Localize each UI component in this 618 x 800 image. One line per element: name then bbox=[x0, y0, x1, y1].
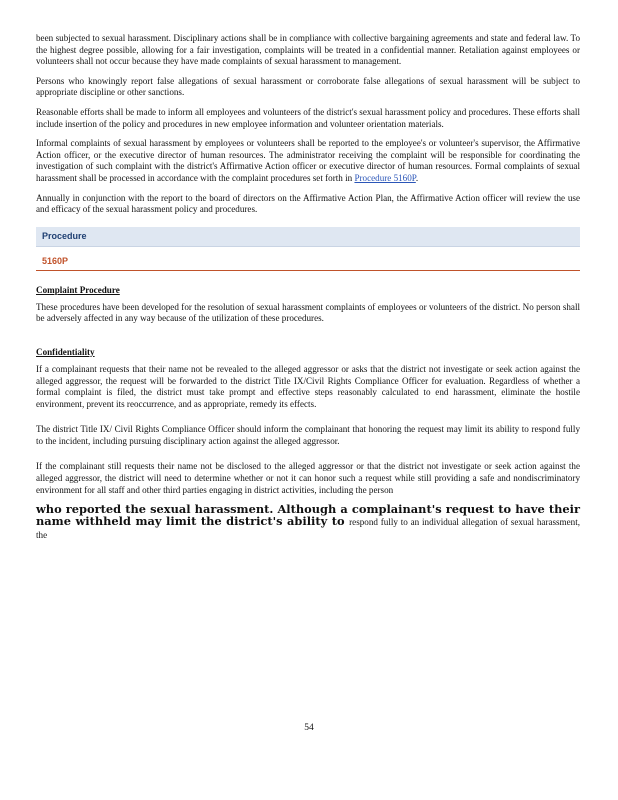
paragraph-false-allegations: Persons who knowingly report false allegations of sexual harassment or corroborate false allegations of sexual harassment will be subject to appropriate discipline or other sanctions. bbox=[36, 75, 580, 98]
policy-number-bar bbox=[36, 253, 580, 271]
paragraph-still-requests: If the complainant still requests their name not be disclosed to the alleged aggressor or that the district not investigate or seek action against the alleged aggressor, the district will need to determine whether or not it can honor such a request while still providing a safe and nondiscriminatory environment for all staff and other third parties engaging in district activities, including the person bbox=[36, 461, 580, 495]
large-text-span: who reported the sexual harassment. Although a complainant's request to have their name withheld may limit the district's ability to bbox=[36, 502, 580, 529]
informal-complaints-end: . bbox=[415, 172, 419, 183]
page-content bbox=[36, 33, 580, 549]
informal-complaints-text: Informal complaints of sexual harassment by employees or volunteers shall be reported to the employee's or volunteer's supervisor, the Affirmative Action officer, or the executive director of human resources. The administrator receiving the complaint will be responsible for coordinating the investigation of such complaint with the district's Affirmative Action officer or executive director of human resources. Formal complaints of sexual harassment shall be processed in accordance with the complaint procedures set forth in bbox=[36, 138, 580, 183]
paragraph-complaint-procedure: These procedures have been developed for the resolution of sexual harassment complaints of employees or volunteers of the district. No person shall be adversely affected in any way because of the utilization of these procedures. bbox=[36, 301, 580, 324]
small-text-tail: respond fully to an individual allegation of sexual harassment, the bbox=[36, 517, 581, 541]
paragraph-inform-complainant: The district Title IX/ Civil Rights Compliance Officer should inform the complainant that honoring the request may limit its ability to respond fully to the incident, including pursuing disciplinary action against the alleged aggressor. bbox=[36, 424, 580, 446]
complaint-procedure-heading: Complaint Procedure bbox=[36, 284, 120, 295]
paragraph-disciplinary: been subjected to sexual harassment. Disciplinary actions shall be in compliance with collective bargaining agreements and state and federal law. To the highest degree possible, allowing for a fair investigation, complaints will be treated in a confidential manner. Retaliation against employees or volunteers shall not occur because they have made complaints of sexual harassment to management. bbox=[36, 33, 580, 67]
policy-number: 5160P bbox=[42, 256, 69, 267]
confidentiality-heading: Confidentiality bbox=[36, 346, 95, 357]
page-number: 54 bbox=[304, 723, 314, 733]
paragraph-name-withheld-request: If a complainant requests that their name not be revealed to the alleged aggressor or asks that the district not investigate or seek action against the alleged aggressor, the request will be forwarded to the district Title IX/Civil Rights Compliance Officer for evaluation. Regardless of whether a formal complaint is filed, the district must take prompt and effective steps reasonably calculated to end harassment, eliminate the hostile environment, prevent its reoccurrence, and as appropriate, remedy its effects. bbox=[36, 363, 580, 409]
section-title: Procedure bbox=[42, 231, 87, 242]
paragraph-informal-complaints bbox=[36, 138, 580, 184]
paragraph-annual-review: Annually in conjunction with the report to the board of directors on the Affirmative Action Plan, the Affirmative Action officer will review the use and efficacy of the sexual harassment policy and procedures. bbox=[36, 192, 580, 215]
paragraph-large-text bbox=[36, 503, 580, 541]
procedure-5160p-link[interactable]: Procedure 5160P bbox=[354, 172, 416, 183]
procedure-section-bar bbox=[36, 227, 580, 247]
paragraph-reasonable-efforts: Reasonable efforts shall be made to inform all employees and volunteers of the district's sexual harassment policy and procedures. These efforts shall include insertion of the policy and procedures in new employee information and volunteer orientation materials. bbox=[36, 106, 580, 129]
